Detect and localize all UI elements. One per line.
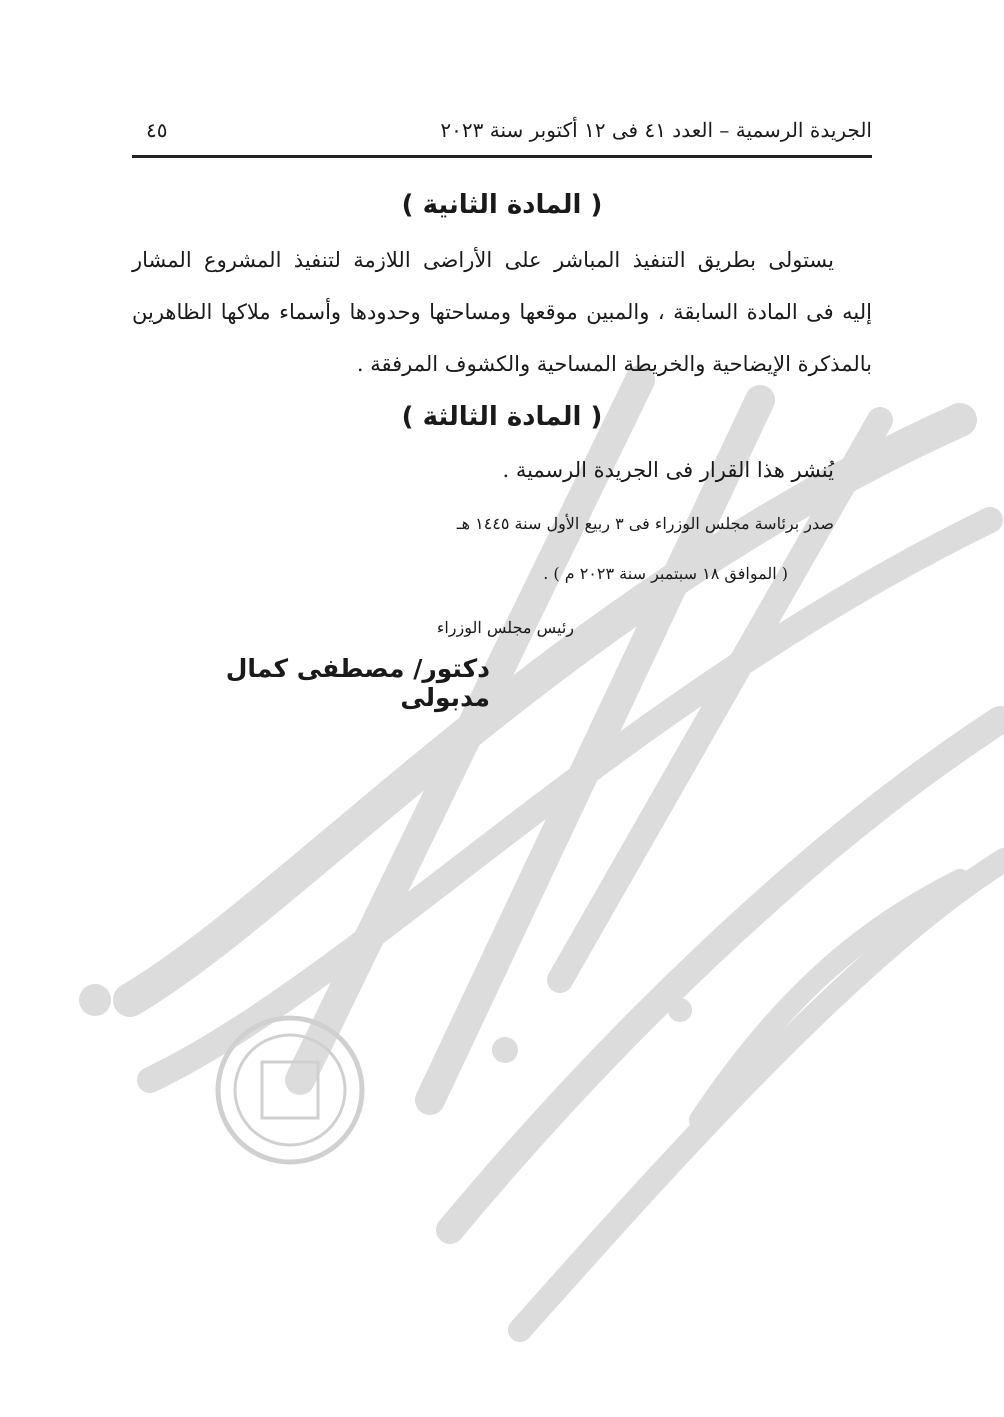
article-2-heading: ( المادة الثانية )	[401, 190, 603, 220]
header-divider	[132, 155, 872, 158]
article-2-line-2: إليه فى المادة السابقة ، والمبين موقعها ومساحتها وحدودها وأسماء ملاكها الظاهرين	[132, 300, 872, 324]
article-2-line-1: يستولى بطريق التنفيذ المباشر على الأراضى اللازمة لتنفيذ المشروع المشار	[132, 248, 834, 272]
signatory-name: دكتور/ مصطفى كمال مدبولى	[225, 654, 490, 712]
issuance-hijri-date: صدر برئاسة مجلس الوزراء فى ٣ ربيع الأول سنة ١٤٤٥ هـ	[456, 514, 834, 533]
page-header	[132, 112, 872, 154]
watermark-stroke	[150, 520, 990, 1080]
watermark-dot	[492, 1037, 518, 1063]
watermark-stroke	[430, 400, 760, 1100]
issuance-gregorian-date: ( الموافق ١٨ سبتمبر سنة ٢٠٢٣ م ) .	[543, 564, 788, 583]
article-2-line-3: بالمذكرة الإيضاحية والخريطة المساحية والكشوف المرفقة .	[356, 352, 872, 376]
watermark-stroke	[450, 720, 1000, 1230]
watermark-stroke	[520, 860, 1004, 1330]
watermark-stroke	[560, 420, 880, 980]
gazette-header-title: الجريدة الرسمية – العدد ٤١ فى ١٢ أكتوبر سنة ٢٠٢٣	[440, 118, 872, 142]
watermark-dot	[79, 984, 111, 1016]
article-3-line-1: يُنشر هذا القرار فى الجريدة الرسمية .	[502, 458, 834, 482]
watermark-dot	[668, 998, 692, 1022]
signatory-title-block	[132, 618, 872, 648]
article-3-heading: ( المادة الثالثة )	[401, 402, 603, 432]
page-number: ٤٥	[146, 118, 168, 142]
issuance-block	[132, 514, 872, 594]
watermark-stroke	[700, 880, 960, 1120]
signatory-title: رئيس مجلس الوزراء	[436, 618, 574, 637]
emblem-seal	[218, 1018, 362, 1162]
article-3-body	[132, 458, 872, 498]
article-2-body	[132, 248, 872, 388]
